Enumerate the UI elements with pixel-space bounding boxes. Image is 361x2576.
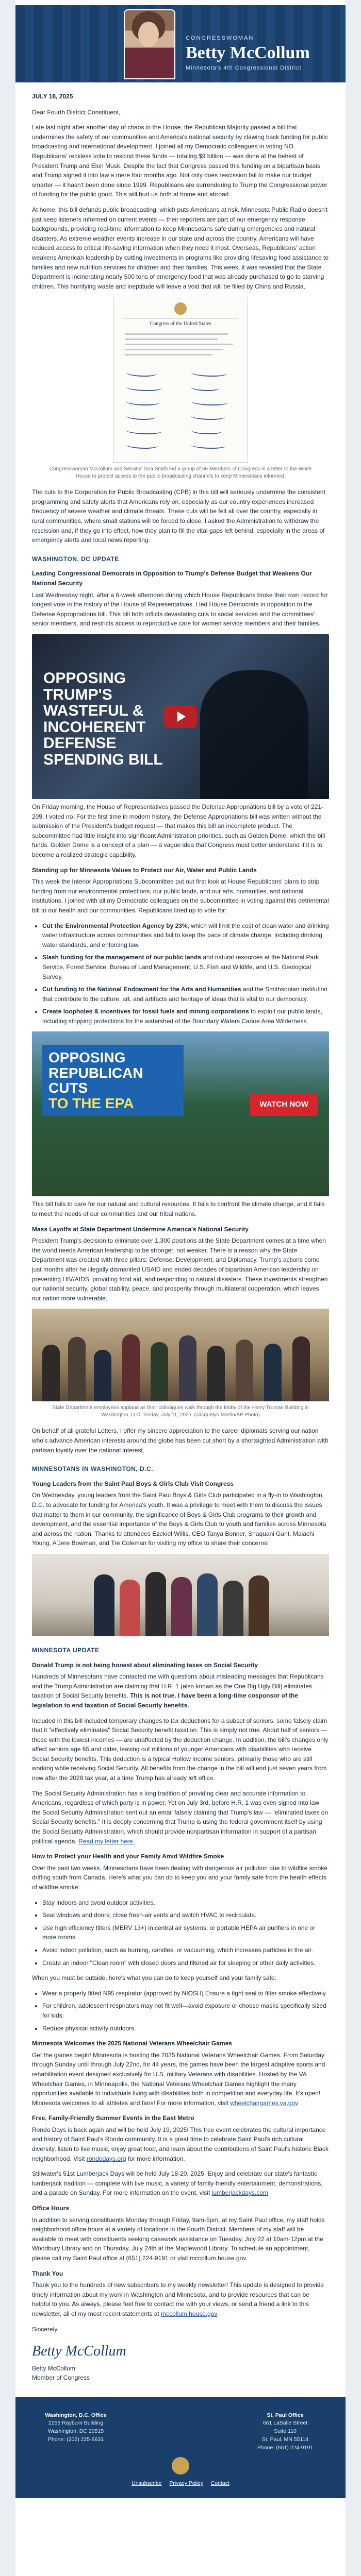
person-figure: [120, 1580, 140, 1636]
read-letter-link[interactable]: Read my letter here.: [78, 1837, 135, 1845]
bullet-strong: Slash funding for the management of our public lands: [42, 954, 202, 961]
newsletter-header: [15, 0, 346, 82]
letter-caption: Congresswoman McCollum and Senator Tina Smith led a group of 66 Members of Congress in a letter to the White House to protect access to the public broadcasting channels to keep Minnesotans informed.: [49, 466, 312, 480]
newsletter-date: JULY 18, 2025: [32, 93, 73, 100]
wildfire-indoor-list: [32, 1898, 329, 1968]
wildfire-smoke-title: How to Protect your Health and your Family Amid Wildfire Smoke: [32, 1853, 224, 1860]
bullet-text: , which will limit the cost of clean water and drinking water infrastructure across communities and fail to keep the pace of climate change, including drinking water standards, and enforcing law.: [42, 922, 329, 948]
watch-now-button[interactable]: WATCH NOW: [250, 1093, 318, 1115]
intro-paragraph-2: At home, this bill defunds public broadcasting, which puts Americans at risk. Minnesota Public Radio doesn't just keep listeners informed on current events — their reporters are part of our emergency response backgrounds, providing real-time information to keep Minnesotans safe during emergencies and natural disasters. As extreme weather events increase in our state and across the country, Americans will have reduced access to critical life-saving information when they need it most. Overseas, Republicans' action weakens American leadership by cutting investments in programs like providing lifesaving food assistance to families and new nutrition services for children and their families. This week, it was revealed that the State Department is incinerating nearly 500 tons of emergency food that was already purchased to go to starving children. This horrifying waste and ineptitude will leave a void that will be filled by China and Russia.: [32, 206, 329, 290]
cpb-paragraph: The cuts to the Corporation for Public Broadcasting (CPB) in this bill will seriously undermine the consistent programming and safety alerts that Americans rely on, especially as our country experiences increased frequency of severe weather and climate threats. These cuts will be felt all over the country, especially in rural communities, where small stations will be forced to close. I asked the Administration to withdraw the rescission and, if they go into effect, how they plan to fill the vital gaps left behind, especially in the areas of emergency alerts and local news reporting.: [32, 488, 325, 544]
person-figure: [223, 1581, 243, 1636]
signature-mark: [126, 369, 157, 377]
signer-name: Betty McCollum: [32, 2364, 76, 2372]
state-dept-item-body: President Trump's decision to eliminate over 1,300 positions at the State Department comes at a time when the world needs American leadership to be stronger, not weaker. There is a reason why the State Department was created with three pillars: Defense, Development, and Diplomacy. Trump's actions come just months after he illegally dismantled USAID and ended decades of bipartisan American leadership on preventing HIV/AIDS, providing food aid, and responding to natural disasters. These investments strengthen our national security, global stability, peace, and prosperity through multilateral cooperation, which leaves our nation more vulnerable.: [32, 1237, 328, 1302]
stpaul-office-phone: Phone: (651) 224-9191: [257, 2444, 313, 2451]
list-item: • For children, adolescent respirators may not fit well—avoid exposure or choose masks specifically sized for kids.: [42, 2001, 329, 2020]
letter-text-line: [125, 344, 233, 345]
signature-mark: [126, 442, 158, 449]
bullet-text: to exploit our public lands, including stripping protections for the watershed of the Boundary Waters Canoe Area Wilderness.: [42, 1008, 322, 1025]
list-item: • Avoid indoor pollution, such as burning, candles, or vacuuming, which increases particles in the air.: [42, 1945, 329, 1955]
dc-office-line: Washington, DC 20515: [47, 2428, 104, 2435]
epa-video-title-line: REPUBLICAN CUTS: [48, 1064, 143, 1096]
letter-text-line: [125, 354, 212, 355]
interior-item-body: This week the Interior Appropriations Subcommittee put out first look at House Republicans' plans to strip funding from our environmental protections, our public lands, and our arts, humanities, and national institutions. I joined with all my Democratic colleagues on the subcommittee in voting against this detrimental bill to our health and our communities. Republicans lined up to vote for:: [32, 878, 329, 914]
signature-mark: [191, 398, 228, 405]
state-dept-photo-caption: State Department employees applaud as their colleagues walk through the lobby of the Harry Truman Building in Washington, D.C., Friday, July 11, 2025. (Jacquelyn Martin/AP Photo): [52, 1405, 309, 1418]
person-figure: [171, 1577, 192, 1636]
letter-text-line: [125, 338, 218, 340]
person-figure: [249, 1575, 269, 1636]
social-security-body-3: [32, 1789, 329, 1846]
play-icon[interactable]: [164, 705, 197, 728]
list-item: • Stay indoors and avoid outdoor activities.: [42, 1898, 329, 1908]
interior-item-title: Standing up for Minnesota Values to Protect our Air, Water and Public Lands: [32, 866, 257, 874]
stpaul-office-line: Suite 110: [274, 2428, 297, 2435]
epa-video-title: [42, 1045, 184, 1116]
rondo-days-link[interactable]: rondodays.org: [86, 2155, 126, 2162]
epa-video-title-line: OPPOSING: [48, 1049, 126, 1066]
state-dept-photo: [32, 1309, 329, 1401]
epa-video-title-highlight: TO THE EPA: [48, 1095, 134, 1111]
rondo-days-text: Rondo Days is back again and will be held July 19, 2025! This free event celebrates the cultural importance and history of Saint Paul's Rondo community. It is a great time to celebrate Saint Paul's rich cultural diversity, listen to live music, enjoy great food, and learn about the contributions of Saint Paul's historic Black neighborhood. Visit: [32, 2126, 329, 2162]
rondo-days-body: [32, 2125, 329, 2163]
signature-mark: [191, 369, 227, 377]
wheelchair-games-text: Get the games begin! Minnesota is hosting the 2025 National Veterans Wheelchair Games. From Saturday through Sunday until through July 22nd, for 44 years, the games have been the largest adaptive sports and rehabilitation event designed exclusively for U.S. military Veterans with disabilities. Hosted by the VA Wheelchair Games, in Minneapolis, the National Veterans Wheelchair Games highlight the many opportunities available to individuals living with disabilities both in competition and everyday life. It's open! Minnesota welcomes to all athletes and fans! For more information, visit: [32, 2051, 325, 2107]
footer-links: [32, 2480, 329, 2488]
person-figure: [122, 1334, 140, 1401]
person-figure: [94, 1574, 114, 1636]
brand-name: Betty McCollum: [186, 43, 310, 62]
list-item: [42, 1007, 329, 1026]
defense-item-title: Leading Congressional Democrats in Opposition to Trump's Defense Budget that Weakens Our National Security: [32, 570, 312, 587]
stpaul-office: [241, 2412, 329, 2452]
bullet-strong: Cut funding to the National Endowment for the Arts and Humanities: [42, 986, 241, 993]
person-figure: [94, 1350, 111, 1401]
newsletter-body: [15, 82, 346, 2397]
portrait-face: [138, 22, 159, 47]
closing: Sincerely,: [32, 2325, 59, 2333]
speaker-silhouette: [200, 670, 308, 799]
thank-you-body: [32, 2280, 329, 2318]
list-item: [42, 921, 329, 950]
wildfire-outdoor-list: [32, 1989, 329, 2033]
brand-subtitle: Minnesota's 4th Congressional District: [186, 65, 302, 71]
person-figure: [292, 1336, 310, 1401]
signature-mark: [191, 413, 225, 420]
letter-heading: Congress of the United States: [150, 321, 211, 327]
signature-mark: [126, 384, 162, 391]
person-figure: [179, 1335, 196, 1401]
bullet-text: and the Smithsonian Institution that contribute to the culture, art, and artifacts and heritage of ideas that is vital to our democracy.: [42, 986, 327, 1003]
defense-item-body-2: On Friday morning, the House of Representatives passed the Defense Appropriations bill by a vote of 221-209. I voted no. For the first time in modern history, the Defense Appropriations bill was written without the submission of the President's budget request — that makes this bill an incomplete product. The subcommittee had little insight into significant Administration priorities, such as Golden Dome, which the bill funds. Golden Dome is a concept of a plan — a vague idea that Congress must better understand if it is to become a realized strategic capability.: [32, 803, 325, 858]
social-security-title: Donald Trump is not being honest about eliminating taxes on Social Security: [32, 1661, 258, 1669]
lumberjack-days-link[interactable]: lumberjackdays.com: [211, 2189, 269, 2197]
privacy-link[interactable]: Privacy Policy: [169, 2480, 203, 2487]
dc-office-title: Washington, D.C. Office: [45, 2412, 107, 2418]
state-dept-item-body-2: On behalf of all grateful Letters, I offer my sincere appreciation to the career diplomats serving our nation who's advance American interests around the globe has been cut short by a shortsighted Administration with partisan loyalty over the national interest.: [32, 1427, 329, 1454]
signature-mark: [126, 427, 162, 434]
signer-title: Member of Congress: [32, 2374, 90, 2382]
stpaul-office-line: 661 LaSalle Street: [262, 2420, 308, 2427]
signature-mark: [191, 384, 219, 391]
summer-events-title: Free, Family-Friendly Summer Events in the East Metro: [32, 2114, 194, 2122]
newsletter-footer: [15, 2397, 346, 2499]
social-security-bold: This is not true. I have been a long-time cosponsor of the legislation to end taxation of Social Security benefits.: [32, 1692, 299, 1709]
salutation: Dear Fourth District Constituent,: [32, 108, 121, 116]
brand-kicker: CONGRESSWOMAN: [186, 35, 254, 41]
letter-text-line: [125, 333, 228, 335]
list-item: [42, 953, 329, 981]
boys-girls-club-photo: [32, 1554, 329, 1636]
dc-office: [32, 2412, 120, 2452]
rondo-days-text-end: for more information.: [127, 2155, 185, 2162]
wheelchair-games-link[interactable]: wheelchairgames.va.gov: [230, 2099, 299, 2107]
person-figure: [197, 1573, 218, 1636]
epa-video-thumbnail[interactable]: [32, 1031, 329, 1196]
boys-girls-club-body: On Wednesday, young leaders from the Saint Paul Boys & Girls Club participated in a fly-in to Washington, D.C. to advocate for funding for America's youth. It was a privilege to meet with them to discuss the issues that matter to them in our community, the significance of Boys & Girls Club programs to their growth and development, and the essential importance of the Boys & Girls Club to youth and families across Minnesota and across the nation. Thanks to attendees Ezekiel Willis, CEO Tanya Bonner, Shaquani Gant, Malachi Young, A'Jere Bowman, and Tre Coleman for visiting my office to share their concerns!: [32, 1492, 326, 1547]
handwritten-signature: Betty McCollum: [32, 2343, 126, 2360]
interior-item-after: This bill fails to care for our natural and cultural resources. It fails to confront the climate change, and it fails to meet the needs of our communities and our tribal nations.: [32, 1200, 325, 1218]
list-item: [42, 985, 329, 1004]
signature-mark: [191, 442, 226, 449]
defense-item-body: Last Wednesday night, after a 6-week afternoon during which House Republicans broke their own record for longest vote in the history of the House of Representatives, I led House Democrats in opposition to the Defense Appropriations bill. This bill both inflicts devastating cuts to social services and the committees' senior members, and restricts access to reproductive care for women service members and their families.: [32, 591, 328, 628]
lumberjack-days-text: Stillwater's 51st Lumberjack Days will be held July 18-20, 2025. Enjoy and celebrate our state's fantastic lumberjack tradition — complete with live music, a variety of family-friendly entertainment, demonstrations, and a parade on Sunday. For more information on the event, visit: [32, 2170, 323, 2197]
house-seal-icon: [172, 2457, 189, 2475]
person-figure: [236, 1340, 253, 1401]
defense-video-title: OPPOSING TRUMP'S WASTEFUL & INCOHERENT DEFENSE SPENDING BILL: [43, 670, 163, 768]
signature-mark: [191, 427, 222, 434]
state-dept-item-title: Mass Layoffs at State Department Undermine America's National Security: [32, 1225, 249, 1233]
letterhead: [123, 304, 238, 318]
list-item: • Seal windows and doors; close fresh-air vents and switch HVAC to recirculate.: [42, 1910, 329, 1920]
office-hours-title: Office Hours: [32, 2205, 70, 2212]
defense-video-thumbnail[interactable]: [32, 634, 329, 799]
thank-you-text: Thank you to the hundreds of new subscribers to my weekly newsletter! This update is designed to provide timely information about my work in Washington and Minnesota, and to provide resources that can be helpful to you. As always, please feel free to contact me with your views, or send a friend a link to this newsletter, all of my most recent statements at: [32, 2281, 324, 2317]
lumberjack-days-body: [32, 2169, 329, 2198]
stpaul-office-line: St. Paul, MN 55114: [261, 2436, 309, 2443]
wildfire-outdoor-intro: When you must be outside, here's what you can do to keep yourself and your family safe:: [32, 1974, 276, 1982]
office-addresses: [32, 2412, 329, 2452]
bullet-strong: Create loopholes & incentives for fossil fuels and mining corporations: [42, 1008, 249, 1015]
header-top-stripe: [15, 0, 346, 5]
contact-link[interactable]: Contact: [210, 2480, 229, 2487]
social-security-body-2: Included in this bill included temporary changes to tax deductions for a subset of seniors, some falsely claim that it "effectively eliminates" Social Security benefit taxation. This is simply not true. About half of seniors — those with the lowest incomes — are unaffected by the deduction change. In addition, the bill's changes only affect seniors age 65 and older, leaving out millions of younger Americans with disabilities who receive Social Security benefits. This deduction is a typical Hollow income seniors, primarily those who are still working while receiving Social Security. All benefits from the change in the bill will end just seven years from now after the 2028 tax year, at a time Trump has already left office.: [32, 1717, 329, 1782]
letter-image: [113, 297, 248, 463]
boys-girls-club-title: Young Leaders from the Saint Paul Boys & Girls Club Visit Congress: [32, 1480, 234, 1487]
list-item: • Create an indoor "Clean room" with closed doors and filtered air for sleeping or other daily activities.: [42, 1958, 329, 1968]
social-security-text: The Social Security Administration has a long tradition of providing clear and accurate information to Americans, regardless of which party is in power. Yet on July 3rd, before H.R. 1 was even signed into law the Social Security Administration sent out an email falsely claiming that Trump's law — "eliminated taxes on Social Security benefits." It is deeply concerning that Trump is using the federal government itself by using the Social Security Administration, which should provide nonpartisan information in support of a partisan political agenda.: [32, 1789, 329, 1845]
washington-section-title: WASHINGTON, DC UPDATE: [32, 555, 119, 563]
list-item: • Use high efficiency filters (MERV 13+) in central air systems, or portable HEPA air purifiers in one or more rooms.: [42, 1923, 329, 1942]
bullet-text: and natural resources at the National Park Service, Forest Service, Bureau of Land Management, U.S. Fish and Wildlife, and U.S. Geological Survey.: [42, 954, 319, 980]
dc-office-phone: Phone: (202) 225-6631: [48, 2436, 104, 2443]
thank-you-title: Thank You: [32, 2269, 63, 2277]
person-figure: [42, 1345, 60, 1401]
person-figure: [207, 1346, 225, 1401]
minnesota-update-title: MINNESOTA UPDATE: [32, 1646, 100, 1654]
wheelchair-games-title: Minnesota Welcomes the 2025 National Veterans Wheelchair Games: [32, 2040, 232, 2047]
signature-mark: [126, 413, 156, 420]
email-container: [15, 0, 346, 2576]
intro-paragraph-1: Late last night after another day of chaos in the House, the Republican Majority passed a bill that undermines the safety of our communities and America's national security by clawing back funding for public broadcasting and international development. I joined all my Democratic colleagues in voting NO. Republicans' reckless vote to rescind these funds — totaling $9 billion — was done at the behest of President Trump and Elon Musk. Despite the fact that Congress passed this funding on a bipartisan basis and Trump signed it into law a mere four months ago. Not only does rescission fail to make our budget smarter — it hasn't been done since 1999. Republicans are surrendering to Trump the Congressional power of funding for the public good. This will hurt us both at home and abroad.: [32, 124, 328, 198]
minnesotans-section-title: MINNESOTANS IN WASHINGTON, D.C.: [32, 1465, 154, 1473]
social-security-text: Hundreds of Minnesotans have contacted me with questions about misleading messages that Republicans and the Trump Administration are claiming that H.R. 1 (also known as the One Big Ugly Bill) eliminates taxation of Social Security benefits.: [32, 1673, 324, 1700]
social-security-body: [32, 1672, 329, 1710]
list-item: • Wear a properly fitted N95 respirator (approved by NIOSH) Ensure a tight seal to filter smoke effectively.: [42, 1989, 329, 1998]
signature-mark: [126, 398, 159, 405]
person-figure: [151, 1342, 168, 1401]
list-item: • Reduce physical activity outdoors.: [42, 2024, 329, 2033]
dc-office-line: 2256 Rayburn Building: [48, 2420, 104, 2427]
person-figure: [68, 1337, 86, 1401]
interior-bullets: [32, 921, 329, 1026]
person-figure: [264, 1344, 282, 1401]
letter-text-line: [125, 349, 223, 350]
office-hours-body: In addition to serving constituents Monday through Friday, 9am-5pm, at my Saint Paul office, my staff holds neighborhood office hours at a variety of locations in the Fourth District. Members of my staff will be available to meet with constituents seeking casework assistance on Tuesday, July 22 at 10am-12pm at the Woodbury Library and on Thursday, July 24th at the Maplewood Library. To schedule an appointment, please call my Saint Paul office at (651) 224-9191 or visit mccollum.house.gov.: [32, 2216, 325, 2262]
stpaul-office-title: St. Paul Office: [267, 2412, 304, 2418]
website-link[interactable]: mccollum.house.gov: [161, 2310, 218, 2317]
person-figure: [145, 1572, 166, 1636]
bullet-strong: Cut the Environmental Protection Agency by 23%: [42, 922, 188, 929]
wildfire-smoke-body: Over the past two weeks, Minnesotans have been dealing with dangerous air pollution due to wildfire smoke drifting south from Canada. Here's what you can do to keep you and your family safe from the health effects of wildfire smoke:: [32, 1864, 327, 1891]
unsubscribe-link[interactable]: Unsubscribe: [132, 2480, 162, 2487]
wheelchair-games-body: [32, 2050, 329, 2108]
